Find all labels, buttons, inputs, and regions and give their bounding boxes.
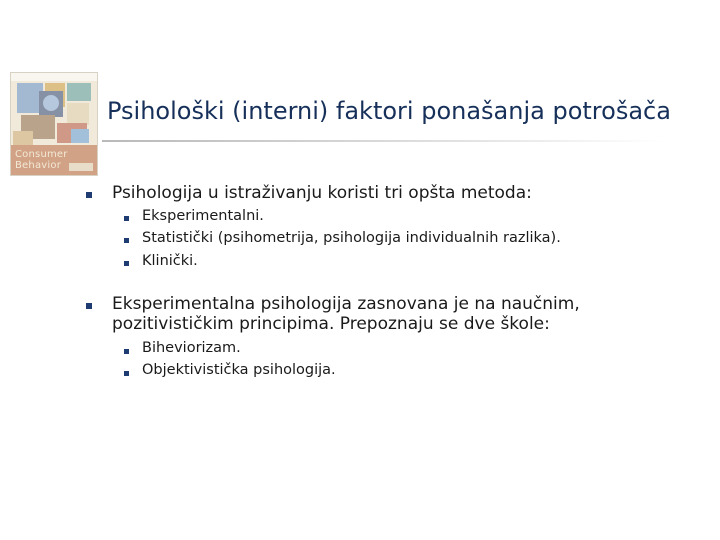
sub-bullet-text: Klinički. (142, 253, 198, 269)
bullet-square-icon (86, 303, 92, 309)
sub-bullet-text: Objektivistička psihologija. (142, 362, 336, 378)
sub-bullet-square-icon (124, 349, 129, 354)
sub-bullet-text: Statistički (psihometrija, psihologija individualnih razlika). (142, 230, 561, 246)
bullet-text-line1: Eksperimentalna psihologija zasnovana je na naučnim, (112, 294, 580, 314)
cover-title-line1: Consumer (15, 149, 68, 160)
sub-bullet-text: Eksperimentalni. (142, 208, 264, 224)
cover-title-line2: Behavior (15, 160, 62, 171)
bullet-square-icon (86, 192, 92, 198)
sub-bullet-square-icon (124, 238, 129, 243)
bullet-text: Psihologija u istraživanju koristi tri opšta metoda: (112, 183, 532, 203)
slide-title: Psihološki (interni) faktori ponašanja potrošača (107, 97, 671, 125)
sub-bullet-square-icon (124, 216, 129, 221)
bullet-text (112, 294, 580, 334)
sub-bullet-square-icon (124, 371, 129, 376)
sub-bullet-square-icon (124, 261, 129, 266)
title-divider (102, 140, 662, 142)
bullet-text-line2: pozitivističkim principima. Prepoznaju se dve škole: (112, 314, 550, 334)
book-cover-image (10, 72, 98, 176)
sub-bullet-text: Biheviorizam. (142, 340, 241, 356)
